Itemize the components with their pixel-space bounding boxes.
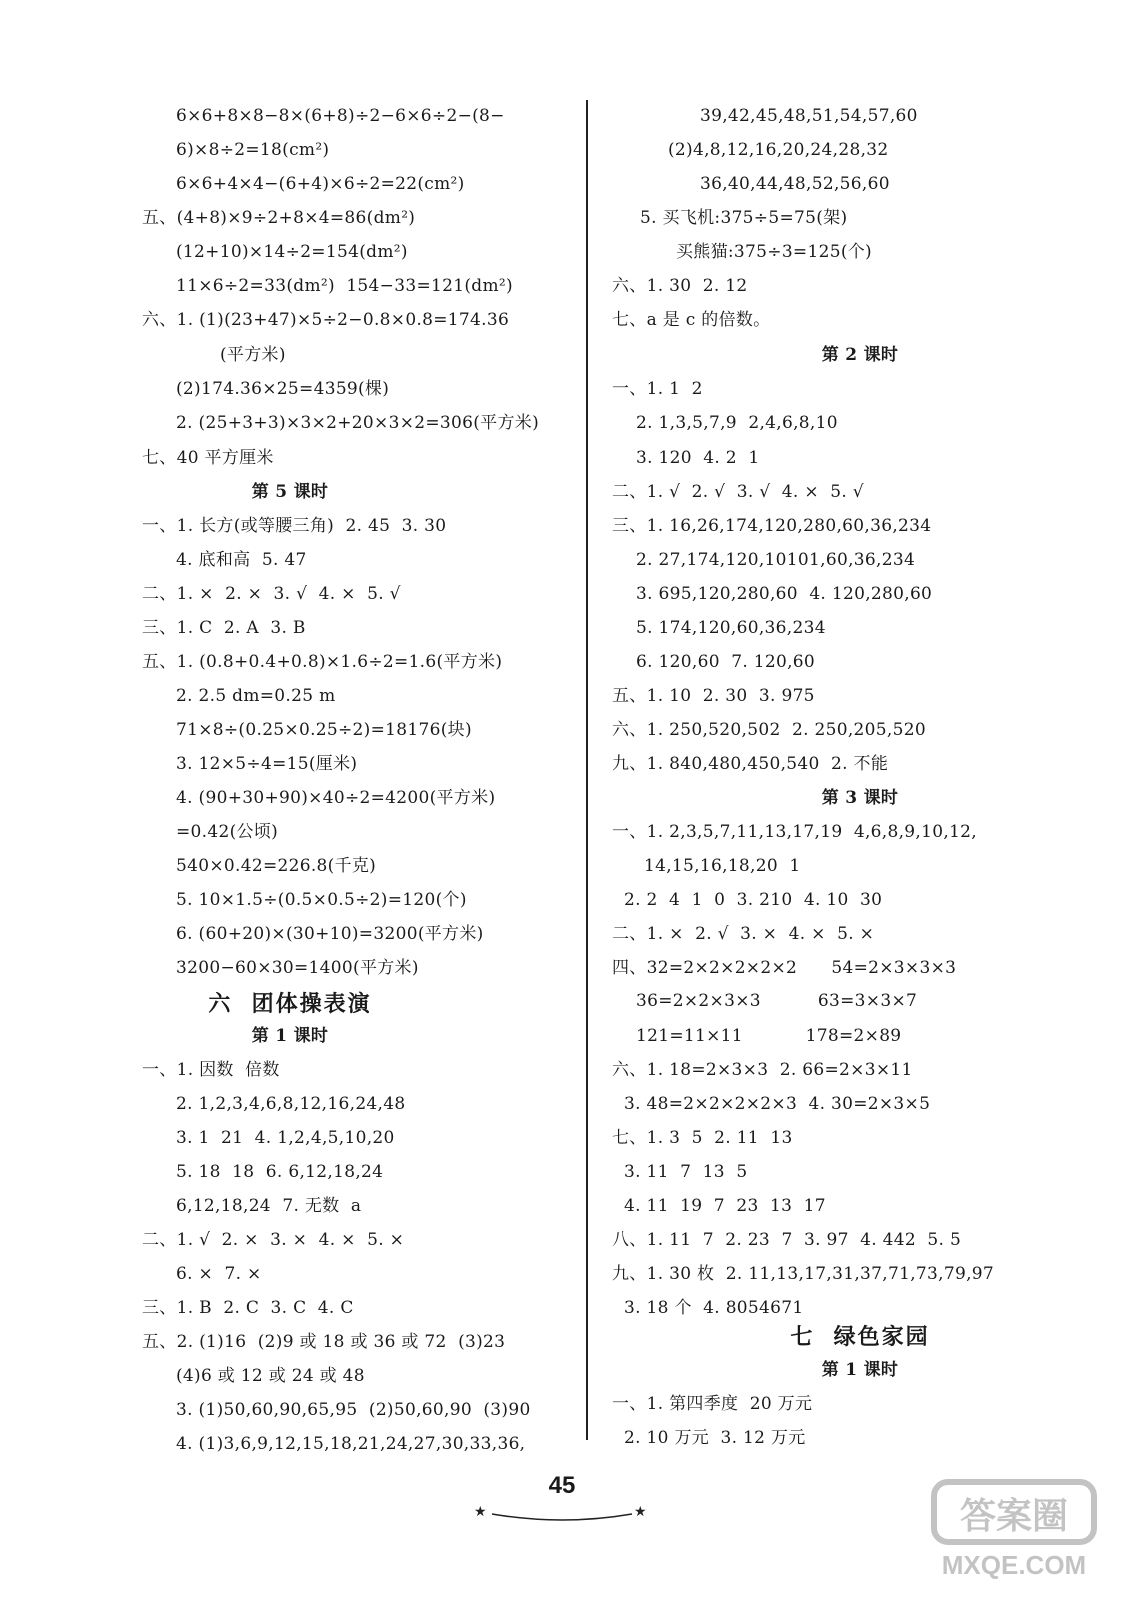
answer-line: 五、(4+8)×9÷2+8×4=86(dm²) xyxy=(142,208,416,228)
answer-line: 三、1. C 2. A 3. B xyxy=(142,618,306,638)
answer-line: 6)×8÷2=18(cm²) xyxy=(176,140,330,160)
column-divider xyxy=(586,100,588,1440)
watermark-logo xyxy=(930,1478,1110,1588)
answer-line: 2. 27,174,120,10101,60,36,234 xyxy=(636,550,916,570)
page-number: 45 xyxy=(548,1472,576,1499)
answer-line: 39,42,45,48,51,54,57,60 xyxy=(700,106,918,126)
unit-title: 七 绿色家园 xyxy=(790,1324,930,1350)
answer-line: 5. 18 18 6. 6,12,18,24 xyxy=(176,1162,384,1182)
answer-line: 36,40,44,48,52,56,60 xyxy=(700,174,890,194)
answer-line: 六、1. (1)(23+47)×5÷2−0.8×0.8=174.36 xyxy=(142,310,510,330)
answer-line: 2. 1,3,5,7,9 2,4,6,8,10 xyxy=(636,413,838,433)
answer-line: 一、1. 因数 倍数 xyxy=(142,1060,280,1080)
answer-line: =0.42(公顷) xyxy=(176,822,279,842)
right-column xyxy=(596,0,1124,1460)
answer-line: 一、1. 长方(或等腰三角) 2. 45 3. 30 xyxy=(142,516,447,536)
lesson-heading: 第 1 课时 xyxy=(821,1360,899,1380)
watermark-url: MXQE.COM xyxy=(941,1550,1087,1580)
answer-line: 九、1. 840,480,450,540 2. 不能 xyxy=(612,754,889,774)
lesson-heading: 第 1 课时 xyxy=(251,1026,329,1046)
answer-line: 121=11×11 178=2×89 xyxy=(636,1026,902,1046)
answer-line: 4. 底和高 5. 47 xyxy=(176,550,307,570)
answer-line: 3. 11 7 13 5 xyxy=(624,1162,748,1182)
answer-line: 二、1. × 2. √ 3. × 4. × 5. × xyxy=(612,924,875,944)
answer-line: 三、1. 16,26,174,120,280,60,36,234 xyxy=(612,516,932,536)
answer-line: 6. (60+20)×(30+10)=3200(平方米) xyxy=(176,924,484,944)
answer-line: (12+10)×14÷2=154(dm²) xyxy=(176,242,408,262)
answer-line: 2. 10 万元 3. 12 万元 xyxy=(624,1428,806,1448)
answer-line: 2. (25+3+3)×3×2+20×3×2=306(平方米) xyxy=(176,413,540,433)
answer-line: 二、1. × 2. × 3. √ 4. × 5. √ xyxy=(142,584,401,604)
answer-line: 5. 174,120,60,36,234 xyxy=(636,618,826,638)
answer-line: 2. 2 4 1 0 3. 210 4. 10 30 xyxy=(624,890,883,910)
answer-line: 四、32=2×2×2×2×2 54=2×3×3×3 xyxy=(612,958,957,978)
answer-line: 540×0.42=226.8(千克) xyxy=(176,856,377,876)
answer-line: 二、1. √ 2. × 3. × 4. × 5. × xyxy=(142,1230,405,1250)
answer-line: 五、1. 10 2. 30 3. 975 xyxy=(612,686,815,706)
answer-line: (平方米) xyxy=(220,345,286,365)
answer-line: (2)4,8,12,16,20,24,28,32 xyxy=(668,140,889,160)
answer-line: 4. 11 19 7 23 13 17 xyxy=(624,1196,826,1216)
lesson-heading: 第 3 课时 xyxy=(821,788,899,808)
answer-line: 3. 48=2×2×2×2×3 4. 30=2×3×5 xyxy=(624,1094,931,1114)
answer-line: 六、1. 250,520,502 2. 250,205,520 xyxy=(612,720,926,740)
answer-line: 4. (1)3,6,9,12,15,18,21,24,27,30,33,36, xyxy=(176,1434,526,1454)
answer-line: 三、1. B 2. C 3. C 4. C xyxy=(142,1298,354,1318)
answer-line: 八、1. 11 7 2. 23 7 3. 97 4. 442 5. 5 xyxy=(612,1230,962,1250)
answer-line: 5. 买飞机:375÷5=75(架) xyxy=(640,208,848,228)
answer-line: 五、1. (0.8+0.4+0.8)×1.6÷2=1.6(平方米) xyxy=(142,652,503,672)
answer-line: 14,15,16,18,20 1 xyxy=(644,856,801,876)
answer-line: 六、1. 18=2×3×3 2. 66=2×3×11 xyxy=(612,1060,913,1080)
answer-line: 3. (1)50,60,90,65,95 (2)50,60,90 (3)90 xyxy=(176,1400,531,1420)
answer-line: 一、1. 第四季度 20 万元 xyxy=(612,1394,813,1414)
answer-line: 3. 1 21 4. 1,2,4,5,10,20 xyxy=(176,1128,395,1148)
answer-line: 3. 12×5÷4=15(厘米) xyxy=(176,754,358,774)
answer-line: 6. × 7. × xyxy=(176,1264,262,1284)
answer-line: 5. 10×1.5÷(0.5×0.5÷2)=120(个) xyxy=(176,890,467,910)
answer-line: 2. 2.5 dm=0.25 m xyxy=(176,686,336,706)
svg-text:★: ★ xyxy=(634,1504,647,1520)
answer-line: 一、1. 1 2 xyxy=(612,379,703,399)
answer-line: 3. 695,120,280,60 4. 120,280,60 xyxy=(636,584,933,604)
answer-line: 七、1. 3 5 2. 11 13 xyxy=(612,1128,793,1148)
watermark-text: 答案圈 xyxy=(959,1495,1069,1537)
lesson-heading: 第 5 课时 xyxy=(251,482,329,502)
answer-line: 6,12,18,24 7. 无数 a xyxy=(176,1196,362,1216)
answer-line: 买熊猫:375÷3=125(个) xyxy=(676,242,872,262)
answer-line: 3200−60×30=1400(平方米) xyxy=(176,958,419,978)
svg-text:★: ★ xyxy=(474,1504,487,1520)
lesson-heading: 第 2 课时 xyxy=(821,345,899,365)
answer-line: 3. 120 4. 2 1 xyxy=(636,448,760,468)
answer-line: 36=2×2×3×3 63=3×3×7 xyxy=(636,991,918,1011)
answer-line: 3. 18 个 4. 8054671 xyxy=(624,1298,804,1318)
answer-line: (4)6 或 12 或 24 或 48 xyxy=(176,1366,365,1386)
answer-line: 2. 1,2,3,4,6,8,12,16,24,48 xyxy=(176,1094,406,1114)
answer-line: 二、1. √ 2. √ 3. √ 4. × 5. √ xyxy=(612,482,864,502)
answer-line: 4. (90+30+90)×40÷2=4200(平方米) xyxy=(176,788,496,808)
answer-line: 6×6+8×8−8×(6+8)÷2−6×6÷2−(8− xyxy=(176,106,505,126)
answer-line: 七、40 平方厘米 xyxy=(142,448,274,468)
answer-line: 九、1. 30 枚 2. 11,13,17,31,37,71,73,79,97 xyxy=(612,1264,995,1284)
answer-line: 七、a 是 c 的倍数。 xyxy=(612,310,771,330)
answer-line: 71×8÷(0.25×0.25÷2)=18176(块) xyxy=(176,720,472,740)
answer-line: (2)174.36×25=4359(棵) xyxy=(176,379,390,399)
answer-line: 五、2. (1)16 (2)9 或 18 或 36 或 72 (3)23 xyxy=(142,1332,506,1352)
answer-line: 11×6÷2=33(dm²) 154−33=121(dm²) xyxy=(176,276,513,296)
answer-line: 六、1. 30 2. 12 xyxy=(612,276,748,296)
star-swoosh-ornament xyxy=(470,1488,654,1524)
answer-line: 一、1. 2,3,5,7,11,13,17,19 4,6,8,9,10,12, xyxy=(612,822,977,842)
answer-line: 6×6+4×4−(6+4)×6÷2=22(cm²) xyxy=(176,174,465,194)
left-column xyxy=(0,0,580,1460)
unit-title: 六 团体操表演 xyxy=(208,991,372,1017)
answer-line: 6. 120,60 7. 120,60 xyxy=(636,652,816,672)
